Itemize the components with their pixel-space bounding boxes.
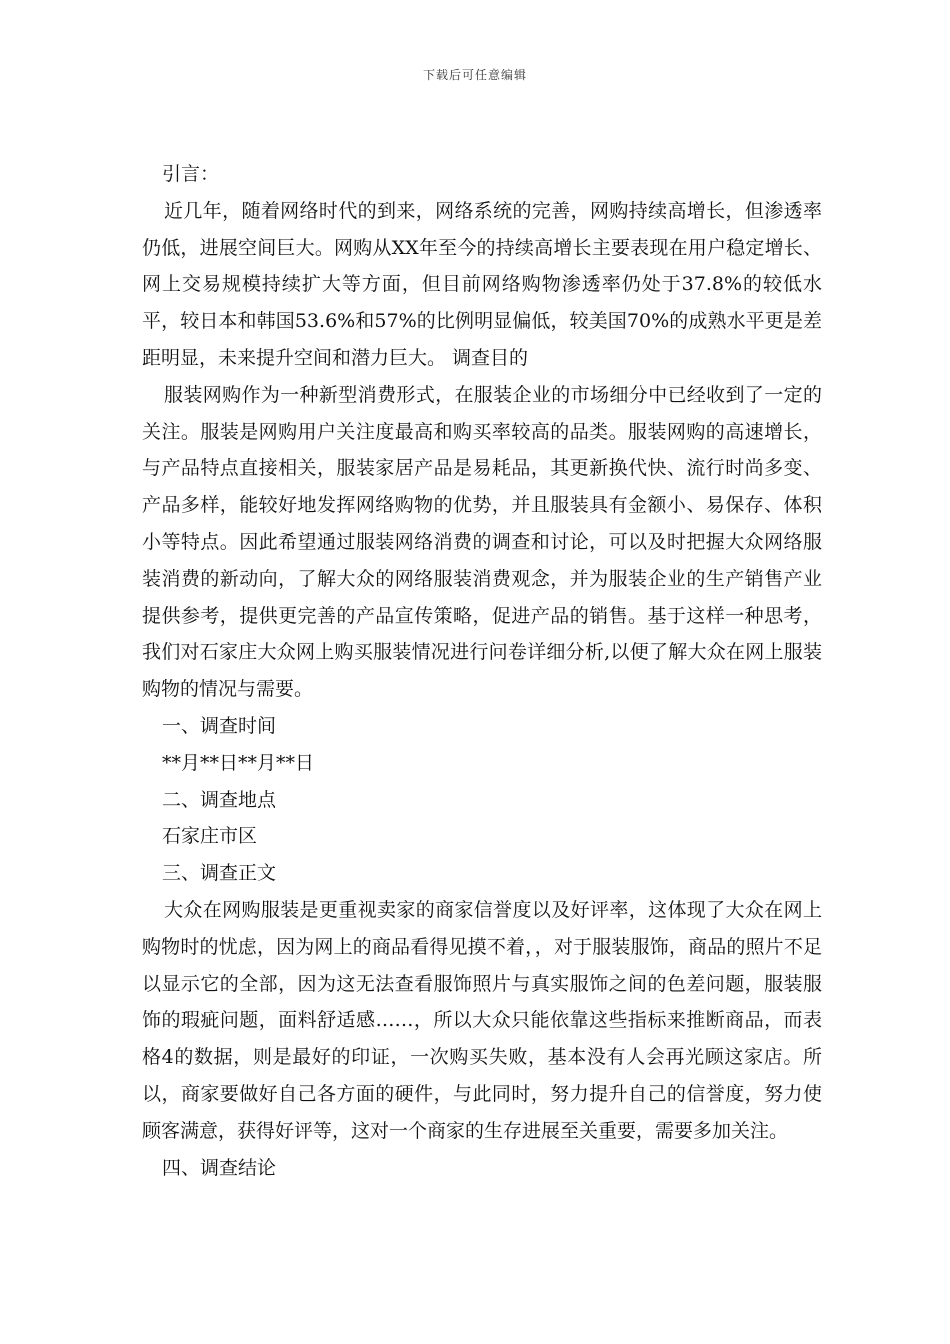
page-header-note: 下载后可任意编辑: [422, 68, 527, 82]
document-body: [142, 156, 822, 1186]
intro-paragraph: 近几年，随着网络时代的到来，网络系统的完善，网购持续高增长，但渗透率仍低，进展空间巨大。网购从XX年至今的持续高增长主要表现在用户稳定增长、网上交易规模持续扩大等方面，但目前网络购物渗透率仍处于37.8%的较低水平，较日本和韩国53.6%和57%的比例明显偏低，较美国70%的成熟水平更是差距明显，未来提升空间和潜力巨大。 调查目的: [142, 199, 822, 369]
intro-label: 引言：: [162, 163, 220, 185]
purpose-paragraph: 服装网购作为一种新型消费形式，在服装企业的市场细分中已经收到了一定的关注。服装是网购用户关注度最高和购买率较高的品类。服装网购的高速增长，与产品特点直接相关，服装家居产品是易耗品，其更新换代快、流行时尚多变、产品多样，能较好地发挥网络购物的优势，并且服装具有金额小、易保存、体积小等特点。因此希望通过服装网络消费的调查和讨论，可以及时把握大众网络服装消费的新动向，了解大众的网络服装消费观念，并为服装企业的生产销售产业提供参考，提供更完善的产品宣传策略，促进产品的销售。基于这样一种思考，我们对石家庄大众网上购买服装情况进行问卷详细分析,以便了解大众在网上服装购物的情况与需要。: [142, 383, 822, 701]
section-body-heading: 三、调查正文: [162, 862, 277, 885]
section-time-heading: 一、调查时间: [162, 714, 277, 737]
section-time-value: **月**日**月**日: [162, 751, 315, 774]
section-location-value: 石家庄市区: [162, 825, 258, 848]
section-conclusion-heading: 四、调查结论: [162, 1156, 277, 1179]
section-body-paragraph: 大众在网购服装是更重视卖家的商家信誉度以及好评率，这体现了大众在网上购物时的忧虑，因为网上的商品看得见摸不着，，对于服装服饰，商品的照片不足以显示它的全部，因为这无法查看服饰照片与真实服饰之间的色差问题，服装服饰的瑕疵问题，面料舒适感……，所以大众只能依靠这些指标来推断商品，而表格4的数据，则是最好的印证，一次购买失败，基本没有人会再光顾这家店。所以，商家要做好自己各方面的硬件，与此同时，努力提升自己的信誉度，努力使顾客满意，获得好评等，这对一个商家的生存进展至关重要，需要多加关注。: [142, 898, 822, 1142]
section-location-heading: 二、调查地点: [162, 788, 277, 811]
